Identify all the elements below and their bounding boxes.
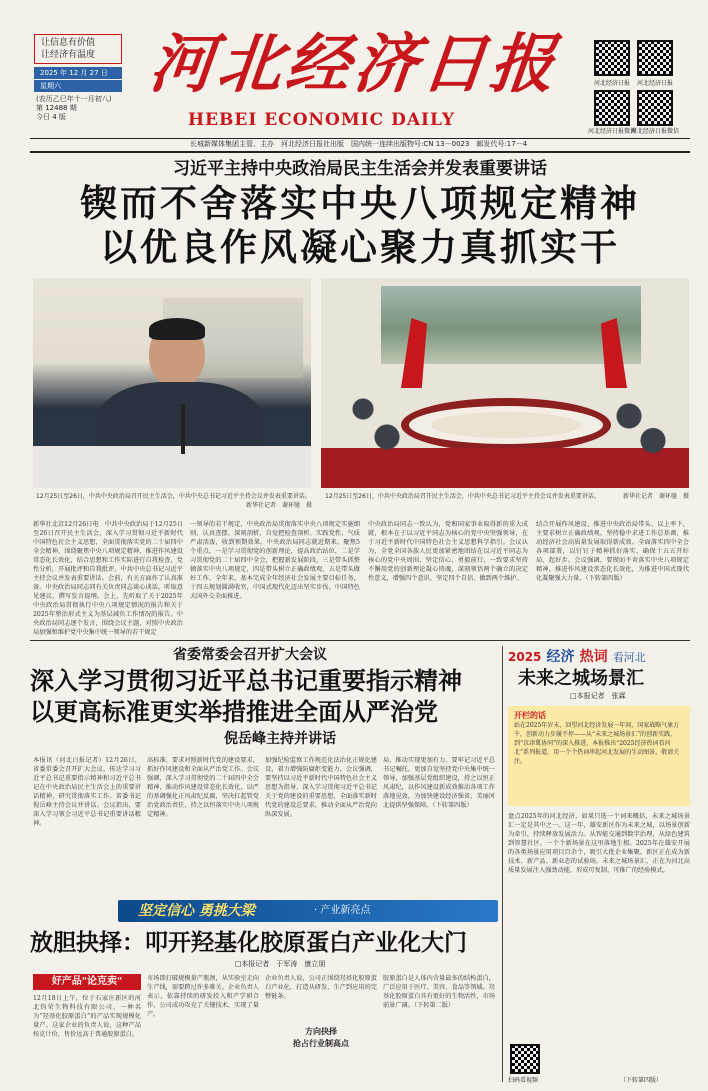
product-label: 好产品"论克卖" [33,974,141,990]
column-intro-box [508,706,690,806]
microphone [181,404,185,454]
third-headline: 放胆抉择：叩开羟基化胶原蛋白产业化大门 [30,930,467,956]
photo-credit: 新华社记者 谢环驰 摄 [245,502,312,509]
column-intro-text: 站在2025年岁末，回望河北经济发展一年间，国家战略气象万千，创新动力步履不停——从“未来之城场景汇”的创新实践，到“京津冀协同”的深入推进，本报推出“2025经济热词看河北”系列报道，用一个个热词串起河北发展的生动图景，敬请关注。 [514,722,680,765]
weekday-badge: 星期六 [34,80,122,92]
second-article-col-3: 加强纪检监察工作规范化法治化正规化建设，着力增强防腐拒变能力。会议强调，要坚持以习近平新时代中国特色社会主义思想为指导，深入学习贯彻习近平总书记关于党的建设的重要思想，全面落实新时代党的建设总要求，推动全面从严治党向纵深发展。 [265,757,377,818]
lead-article-col-1: 新华社北京12月26日电 中共中央政治局于12月25日至26日召开民主生活会，深入学习贯彻习近平新时代中国特色社会主义思想，全面贯彻落实党的二十届四中全会精神，围绕聚焦中央八项规定精神、推进作风建设常态化长效化，结合思想和工作实际进行自我检查、党性分析，开展批评和自我批评。中共中央总书记习近平主持会议并发表重要讲话。会前，有关方面作了认真准备。中央政治局同志同有关负责同志谈心谈话，听取意见建议，撰写发言提纲。会上，先听取了关于2025年中央政治局贯彻执行中央八项规定情况的报告和关于2025年整治形式主义为基层减负工作情况的报告。中央政治局同志逐个发言，围绕会议主题，对照中央政治局加强和维护党中央集中统一领导的若干规定 [33,521,183,636]
attendees-right [611,388,671,458]
video-qr-label: 扫码看视频 [508,1077,539,1084]
slogan-box [34,34,122,64]
attendees-left [345,388,405,458]
sidebar-vertical-divider [502,646,503,1082]
qr-label: 河北经济日报 [593,80,630,87]
second-headline-1: 深入学习贯彻习近平总书记重要指示精神 [30,667,462,695]
second-article-col-4: 局，推动实现更加有力。要牢记习近平总书记嘱托，更加自觉坚持党中央集中统一领导，加强基层党组织建设，持之以恒正风肃纪，以作风建设新成效推动各项工作落地见效，为加快建设经济强省、美丽河北提供坚强保障。（下转第四版） [383,757,495,809]
section-banner [118,900,498,922]
third-article-col-2: 市场即打破规模量产瓶颈，从实验室走向生产线，需要跨过许多难关。企业负责人表示，依靠持续的研发投入和产学研合作，公司成功攻克了关键技术，实现了量产。 [147,975,259,1018]
sidebar-logo-year: 2025 [508,650,542,664]
qr-code-icon[interactable] [637,40,673,76]
second-article-col-2: 高标准、要求对照新时代党的建设要求，抓好作风建设和全面从严治党工作。会议强调，深入学习贯彻党的二十届四中全会精神，推动作风建设常态化长效化，以严的基调强化正风肃纪反腐，坚决扛起管党治党政治责任，持之以恒落实中央八项规定精神。 [147,757,259,818]
speaker-hair [149,318,205,340]
banner-tag: · 产业新亮点 [314,905,371,916]
sidebar-logo-word-1: 经济 [546,649,575,665]
lead-headline-2: 以优良作风凝心聚力真抓实干 [100,226,620,269]
second-subhead: 倪岳峰主持并讲话 [224,731,336,747]
second-article-col-1: 本报讯（河北日报记者）12月26日，省委常委会召开扩大会议，传达学习习近平总书记重要指示精神和习近平总书记在中央政治局民主生活会上的重要讲话精神，研究贯彻落实工作。省委书记倪岳峰主持会议并讲话。会议指出，要深入学习领会习近平总书记重要讲话精神。 [33,757,141,827]
newspaper-title-en: HEBEI ECONOMIC DAILY [188,110,455,130]
caption-text: 12月25日至26日，中共中央政治局召开民主生活会，中共中央总书记习近平主持会议并发表重要讲话。 [325,493,600,500]
photo-credit: 新华社记者 谢环驰 摄 [622,493,689,500]
sidebar-article: 盘点2025年的河北经济，如果只选一个词来概括，未来之城场景汇一定是其中之一。这一年，雄安新区作为未来之城，以场景创新为牵引，持续释放发展活力。从智能交通到数字治理，从绿色建筑到智慧社区，一个个新场景在这里落地生根。2025年在雄安开展的各类场景应用项目百余个，吸引大批企业集聚，新区正在成为新技术、新产品、新业态的试验场。未来之城场景汇，正在为河北高质量发展注入强劲动能，形成可复制、可推广的经验模式。 [508,813,690,874]
slogan-line-2: 让经济有温度 [41,50,96,60]
lead-article-col-3: 中央政治局同志一致认为，党和国家事业取得新的重大成就，根本在于以习近平同志为核心的党中央坚强领导，在于习近平新时代中国特色社会主义思想科学指引。会议认为，全党全国各族人民更加紧密地团结在以习近平同志为核心的党中央周围，坚定信心、勇毅前行，一致要求坚持不懈用党的创新理论凝心铸魂，深刻领悟两个确立的决定性意义，增强四个意识、坚定四个自信、做到两个维护。 [368,521,528,582]
third-subhead-2: 抢占行业制高点 [293,1039,349,1048]
third-subhead-1: 方向抉择 [305,1027,337,1036]
sidebar-logo-word-2: 热词 [579,649,608,665]
sidebar-byline: □本报记者 张霖 [570,692,626,700]
table-center [431,412,581,438]
lead-headline-1: 锲而不舍落实中央八项规定精神 [80,182,640,225]
video-qr-code-icon[interactable] [510,1044,540,1074]
third-article-col-4: 胶原蛋白是人体内含量最多的结构蛋白，广泛应用于医疗、美容、食品等领域。羟基化胶原蛋白具有更好的生物活性，市场前景广阔。（下转第二版） [383,975,495,1009]
qr-label: 河北经济日报微博 [587,128,636,135]
issue-number: 第 12488 期 [36,104,77,112]
divider [30,138,690,139]
sidebar-logo-word-3: 看河北 [612,651,646,664]
sidebar-logo [508,646,690,668]
third-byline: □本报记者 于军涛 康立朋 [234,960,326,968]
qr-code-icon[interactable] [594,40,630,76]
desk [33,446,311,488]
lead-photo-right [321,278,689,488]
third-article-col-3: 企业负责人说，公司正围绕羟基化胶原蛋白产业化，打造从研发、生产到应用的完整链条。 [265,975,377,1000]
sidebar-continued: （下转第四版） [620,1077,663,1084]
sidebar-title: 未来之城场景汇 [518,668,644,689]
divider [30,640,690,641]
publisher-info: 长城新媒体集团主管、主办 河北经济日报社出版 国内统一连续出版物号:CN 13－0023 邮发代号:17－4 [190,140,528,148]
date-badge: 2025 年 12 月 27 日 [34,67,122,79]
qr-code-icon[interactable] [637,90,673,126]
qr-label: 河北经济日报微信 [630,128,679,135]
caption-1 [36,492,312,510]
slogan-line-1: 让信息有价值 [41,38,96,48]
lead-photo-left [33,278,311,488]
caption-2 [325,492,689,501]
third-article-col-1: 12月18日上午，位于石家庄新区的河北钧荣生物科技有限公司，一种名为“羟基化胶原蛋白”的产品实现规模化量产。这家企业的负责人说，这种产品按克计价，售价远高于普通胶原蛋白。 [33,995,141,1038]
divider [30,151,690,153]
lead-article-col-4: 结合开展作风建设，推进中央政治局带头、以上率下，主要求树立正确政绩观，坚持稳中求进工作总基调，推动经济社会高质量发展取得新成效。全面落实四中全会各项部署，以钉钉子精神抓好落实，确保十五五开好局、起好步。会议强调，要锲而不舍落实中央八项规定精神，推进作风建设常态化长效化，为推进中国式现代化凝聚强大力量。（下转第四版） [536,521,689,582]
second-headline-2: 以更高标准更实举措推进全面从严治党 [30,698,438,726]
page-count: 今日 4 版 [36,113,66,121]
qr-code-icon[interactable] [594,90,630,126]
second-kicker: 省委常委会召开扩大会议 [173,647,327,663]
column-intro-title: 开栏的话 [514,711,546,720]
newspaper-title: 河北经济日报 [146,27,562,102]
banner-title: 坚定信心 勇挑大梁 [138,903,255,919]
lead-kicker: 习近平主持中央政治局民主生活会并发表重要讲话 [173,159,547,179]
qr-label: 河北经济日报 [636,80,673,87]
lead-article-col-2: 一领导的若干规定，中央政治局贯彻落实中央八项规定实施细则，认真查摆、深刻剖析，自觉把检查剖析、实践党性、气质严肃活泼，收到预期效果。中央政治局同志就近期来，聚焦5个重点、一是学习贯彻党的创新理论，提高政治站位，二是学习贯彻党的二十届四中全会，把握新发展阶段，三是带头抓整顿落实中央八项规定，四是带头树立正确政绩观，五是带头做好工作、全年来，基本完成全年经济社会发展主要目标任务，十四五规划圆满收官，中国式现代化迈出坚实步伐。中国特色大国外交全面推进。 [190,521,360,600]
lunar-date: (农历乙巳年十一月初八) [36,95,112,103]
caption-text: 12月25日至26日，中共中央政治局召开民主生活会，中共中央总书记习近平主持会议并发表重要讲话。 [36,493,311,500]
